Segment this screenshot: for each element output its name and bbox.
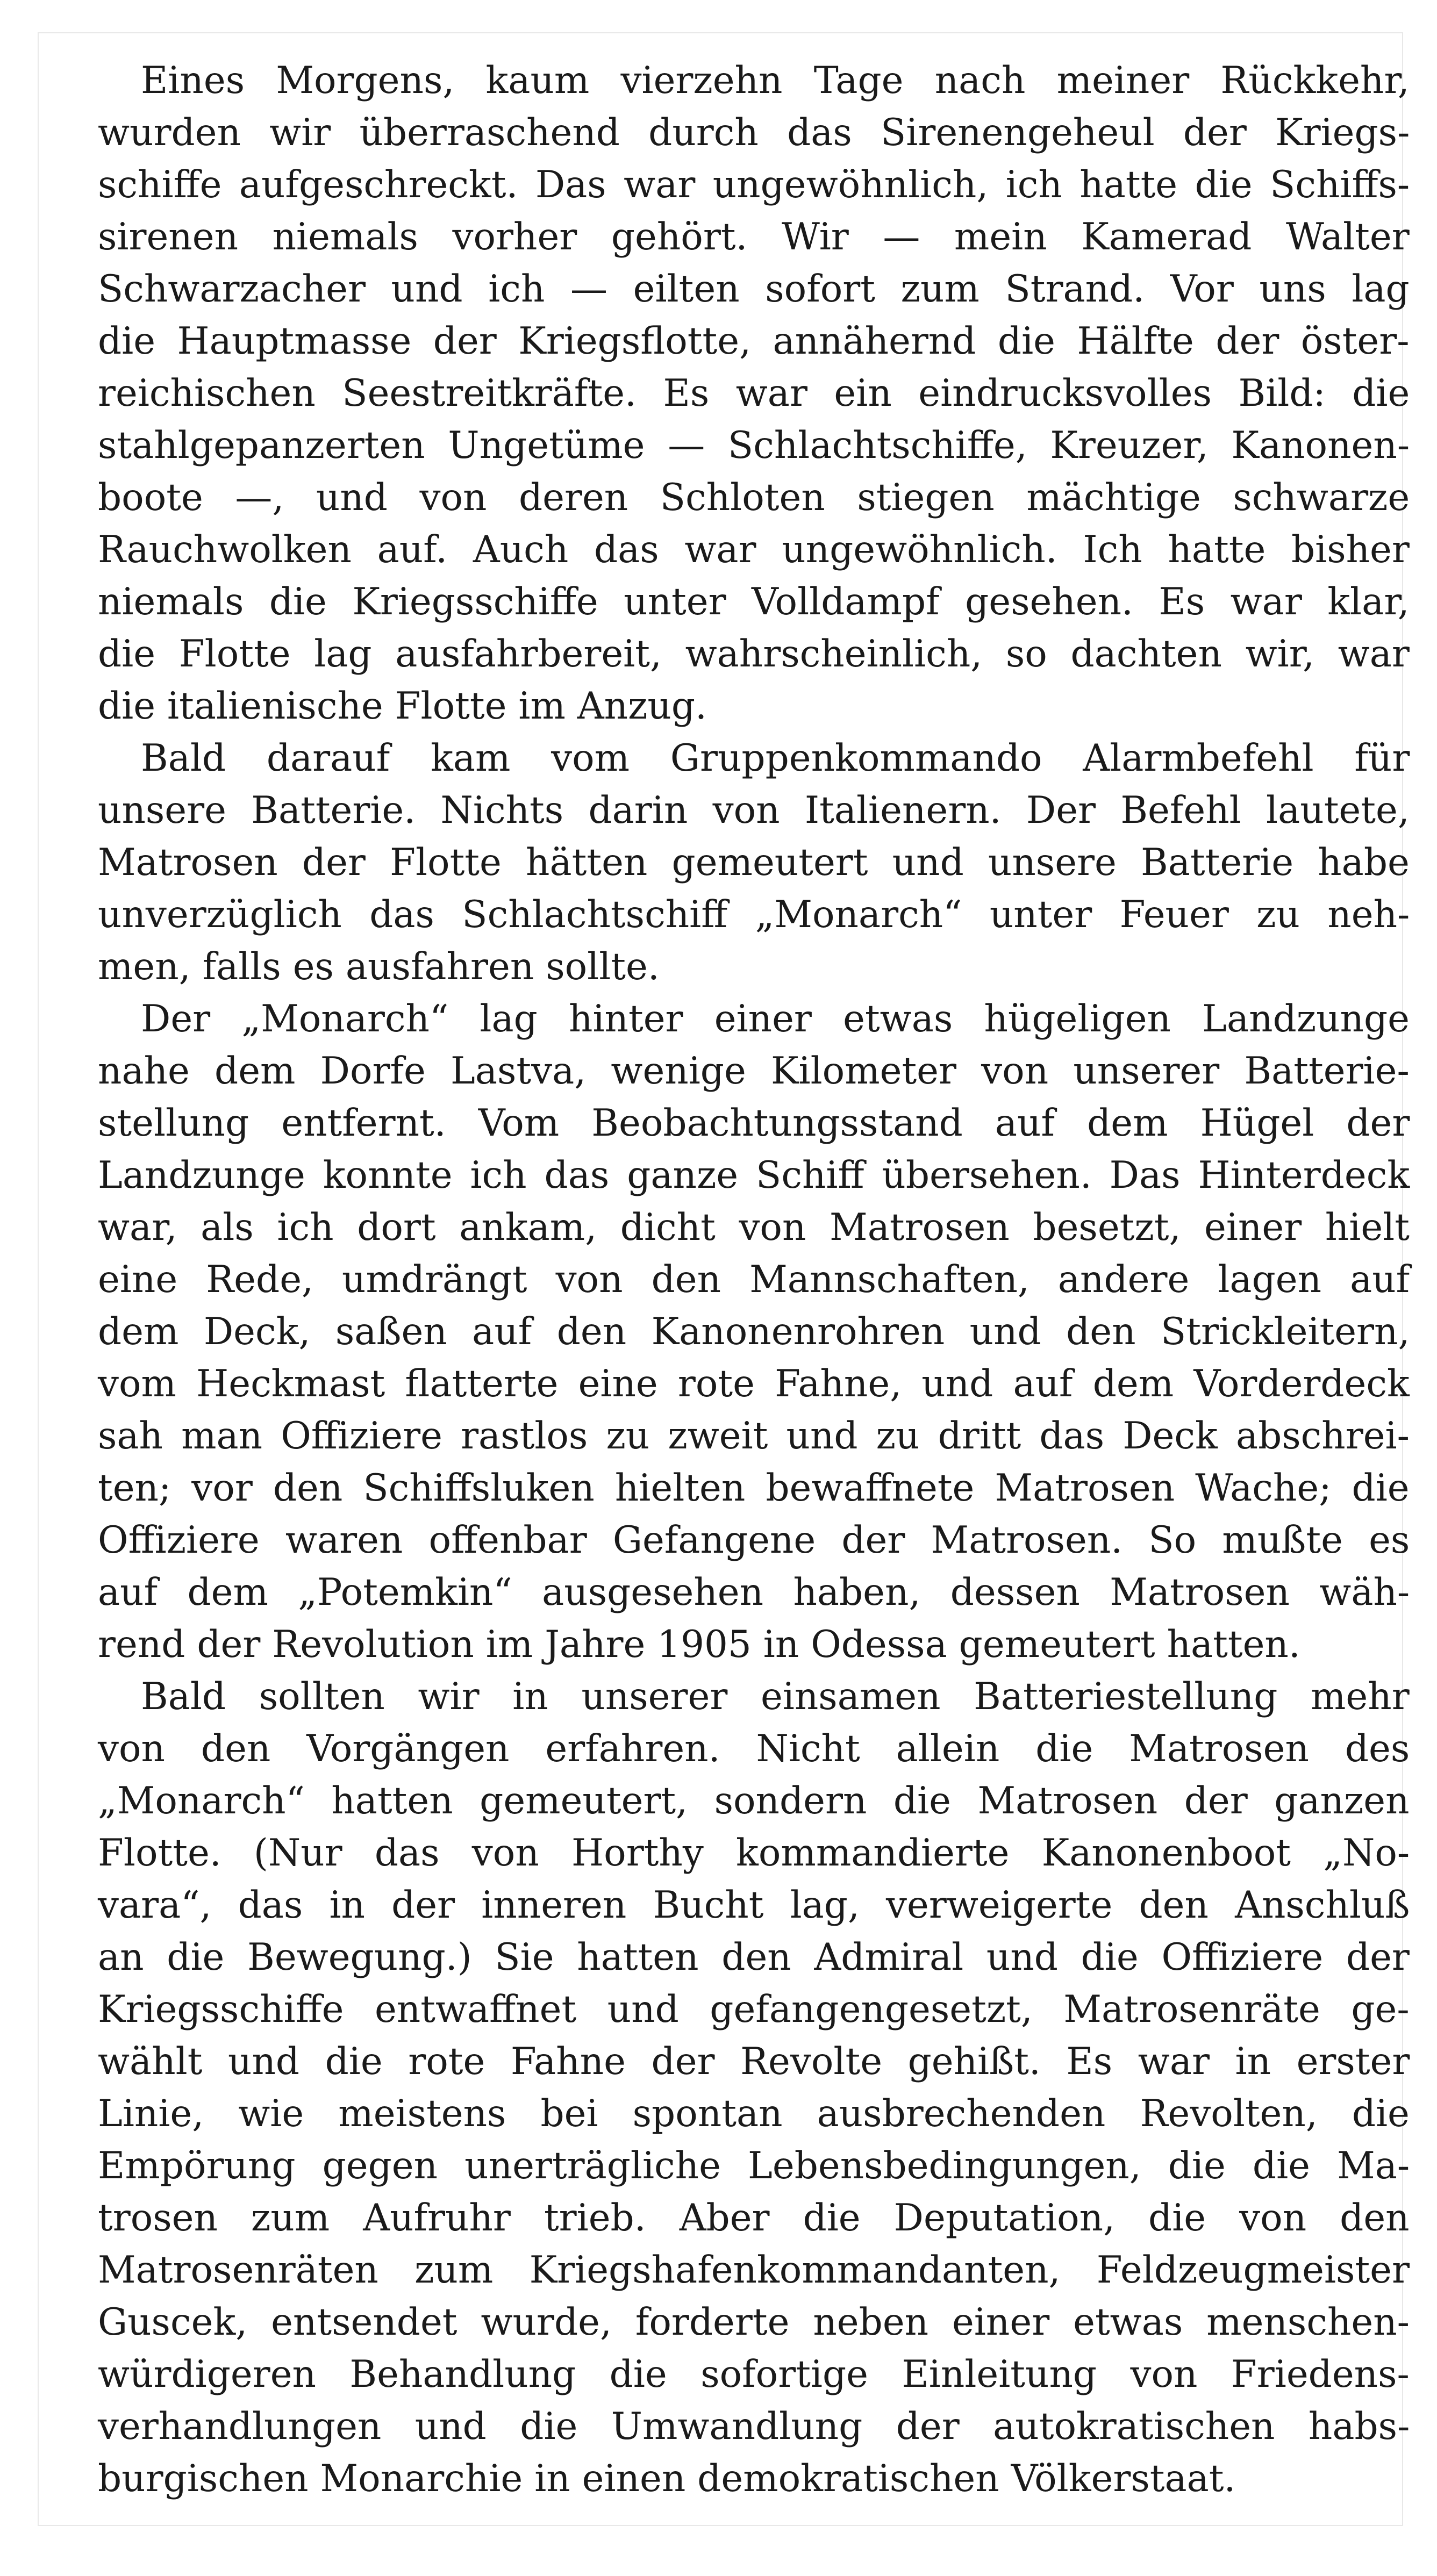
text-line: Eines Morgens, kaum vierzehn Tage nach meiner Rückkehr, [141, 59, 1410, 102]
text-line: trosen zum Aufruhr trieb. Aber die Deputation, die von den [98, 2197, 1410, 2240]
text-line: stellung entfernt. Vom Beobachtungsstand auf dem Hügel der [98, 1102, 1410, 1145]
text-line: Matrosenräten zum Kriegshafenkommandanten, Feldzeugmeister [98, 2249, 1410, 2292]
text-line: boote —, und von deren Schloten stiegen mächtige schwarze [98, 476, 1410, 519]
text-line: rend der Revolution im Jahre 1905 in Odessa gemeutert hatten. [98, 1623, 1300, 1666]
text-line: Bald sollten wir in unserer einsamen Batteriestellung mehr [141, 1675, 1410, 1718]
text-line: schiffe aufgeschreckt. Das war ungewöhnlich, ich hatte die Schiffs- [98, 163, 1410, 206]
text-line: Landzunge konnte ich das ganze Schiff übersehen. Das Hinterdeck [98, 1154, 1410, 1197]
text-line: würdigeren Behandlung die sofortige Einleitung von Friedens- [98, 2353, 1410, 2396]
text-line: Der „Monarch“ lag hinter einer etwas hügeligen Landzunge [141, 998, 1410, 1041]
text-line: wurden wir überraschend durch das Sirenengeheul der Kriegs- [98, 111, 1410, 154]
text-line: vara“, das in der inneren Bucht lag, verweigerte den Anschluß [98, 1884, 1410, 1927]
text-line: men, falls es ausfahren sollte. [98, 945, 660, 988]
text-line: dem Deck, saßen auf den Kanonenrohren und den Strickleitern, [98, 1310, 1410, 1353]
text-line: Empörung gegen unerträgliche Lebensbedingungen, die die Ma- [98, 2144, 1410, 2187]
text-line: war, als ich dort ankam, dicht von Matrosen besetzt, einer hielt [98, 1206, 1410, 1249]
text-line: vom Heckmast flatterte eine rote Fahne, und auf dem Vorderdeck [98, 1362, 1410, 1405]
text-line: Offiziere waren offenbar Gefangene der Matrosen. So mußte es [98, 1519, 1410, 1562]
text-line: stahlgepanzerten Ungetüme — Schlachtschiffe, Kreuzer, Kanonen- [98, 424, 1410, 467]
text-line: auf dem „Potemkin“ ausgesehen haben, dessen Matrosen wäh- [98, 1571, 1410, 1614]
text-line: ten; vor den Schiffsluken hielten bewaffnete Matrosen Wache; die [98, 1467, 1410, 1510]
text-line: Linie, wie meistens bei spontan ausbrechenden Revolten, die [98, 2092, 1410, 2135]
text-line: Flotte. (Nur das von Horthy kommandierte Kanonenboot „No- [98, 1832, 1410, 1875]
text-line: unsere Batterie. Nichts darin von Italienern. Der Befehl lautete, [98, 789, 1410, 832]
text-line: Bald darauf kam vom Gruppenkommando Alarmbefehl für [141, 737, 1410, 780]
text-line: die Hauptmasse der Kriegsflotte, annähernd die Hälfte der öster- [98, 320, 1410, 363]
paragraph [98, 1671, 1410, 2505]
text-line: Rauchwolken auf. Auch das war ungewöhnlich. Ich hatte bisher [98, 528, 1410, 571]
text-line: Schwarzacher und ich — eilten sofort zum Strand. Vor uns lag [98, 268, 1410, 311]
text-line: sah man Offiziere rastlos zu zweit und zu dritt das Deck abschrei- [98, 1415, 1410, 1458]
paragraph [98, 733, 1410, 993]
text-line: Matrosen der Flotte hätten gemeutert und unsere Batterie habe [98, 841, 1410, 884]
book-page [38, 32, 1410, 2526]
text-line: die Flotte lag ausfahrbereit, wahrscheinlich, so dachten wir, war [98, 633, 1410, 676]
text-line: „Monarch“ hatten gemeutert, sondern die Matrosen der ganzen [98, 1779, 1410, 1822]
text-line: reichischen Seestreitkräfte. Es war ein eindrucksvolles Bild: die [98, 372, 1410, 415]
paragraph [98, 55, 1410, 733]
text-line: wählt und die rote Fahne der Revolte gehißt. Es war in erster [98, 2040, 1410, 2083]
paragraph [98, 993, 1410, 1671]
text-line: eine Rede, umdrängt von den Mannschaften, andere lagen auf [98, 1258, 1410, 1301]
text-line: die italienische Flotte im Anzug. [98, 685, 707, 728]
text-line: an die Bewegung.) Sie hatten den Admiral und die Offiziere der [98, 1936, 1410, 1979]
text-line: Guscek, entsendet wurde, forderte neben einer etwas menschen- [98, 2301, 1410, 2344]
text-line: unverzüglich das Schlachtschiff „Monarch“ unter Feuer zu neh- [98, 893, 1410, 936]
text-line: sirenen niemals vorher gehört. Wir — mein Kamerad Walter [98, 216, 1410, 259]
text-line: burgischen Monarchie in einen demokratischen Völkerstaat. [98, 2457, 1236, 2500]
text-line: nahe dem Dorfe Lastva, wenige Kilometer von unserer Batterie- [98, 1050, 1410, 1093]
text-line: niemals die Kriegsschiffe unter Volldampf gesehen. Es war klar, [98, 580, 1410, 623]
text-line: von den Vorgängen erfahren. Nicht allein die Matrosen des [98, 1727, 1410, 1770]
text-line: verhandlungen und die Umwandlung der autokratischen habs- [98, 2405, 1410, 2448]
body-text [98, 55, 1410, 2505]
text-line: Kriegsschiffe entwaffnet und gefangengesetzt, Matrosenräte ge- [98, 1988, 1410, 2031]
